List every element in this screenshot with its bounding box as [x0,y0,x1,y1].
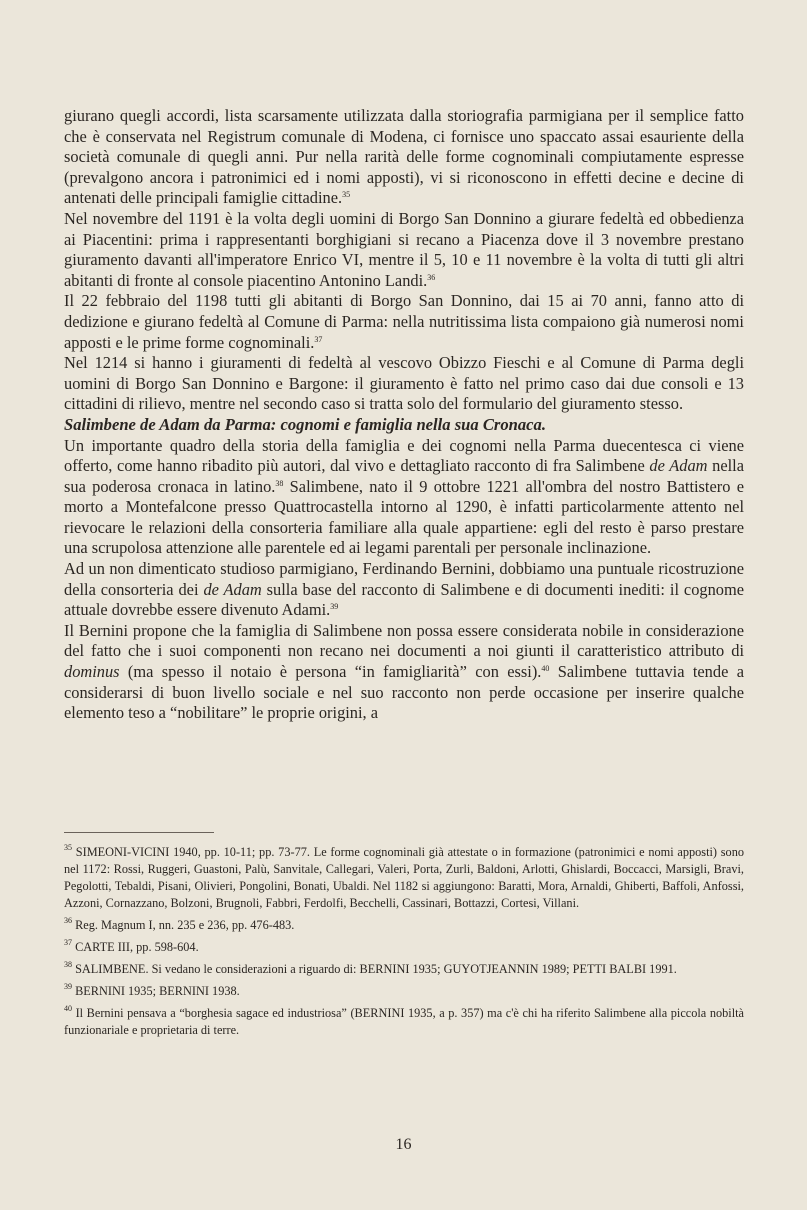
section-paragraph-1 [64,436,744,560]
paragraph-3: Il 22 febbraio del 1198 tutti gli abitanti di Borgo San Donnino, dai 15 ai 70 anni, fanno atto di dedizione e giurano fedeltà al Comune di Parma: nella nutritissima lista compaiono già numerosi nomi apposti e le prime forme cognominali.$^{37}$ [64,291,744,352]
footnote-number: 40 [64,1004,72,1013]
footnote-ref-35[interactable]: 35 [342,190,351,200]
footnote-ref-39[interactable]: 39 [330,602,339,612]
section-body [64,436,744,724]
text-run: Ad un non dimenticato studioso parmigiano, Ferdinando Bernini, dobbiamo una puntuale ricostruzione della consorteria dei [64,559,744,599]
main-text [64,106,744,724]
footnote-ref-36[interactable]: 36 [427,272,436,282]
italic-term: de Adam [203,579,262,599]
paragraph-1: giurano quegli accordi, lista scarsamente utilizzata dalla storiografia parmigiana per il semplice fatto che è conservata nel Registrum comunale di Modena, ci fornisce uno spaccato assai esauriente della società comunale di quegli anni. Pur nella rarità delle forme cognominali compiutamente espresse (prevalgono ancora i patronimici ed i nomi apposti), vi si riconoscono in effetti decine e decine di antenati delle principali famiglie cittadine.$^{35}$ [64,106,744,208]
footnote-number: 39 [64,982,72,991]
footnote-number: 35 [64,843,72,852]
footnote-40 [64,1005,744,1039]
footnote-text: Il Bernini pensava a “borghesia sagace ed industriosa” (BERNINI 1935, a p. 357) ma c'è chi ha riferito Salimbene alla piccola nobiltà funzionariale e proprietaria di terre. [64,1006,744,1037]
section-heading: Salimbene de Adam da Parma: cognomi e famiglia nella sua Cronaca. [64,414,546,434]
footnote-ref-37[interactable]: 37 [314,334,323,344]
footnote-text: Reg. Magnum I, nn. 235 e 236, pp. 476-483. [72,918,295,932]
footnote-35 [64,844,744,912]
footnote-text: CARTE III, pp. 598-604. [72,940,199,954]
footnote-divider [64,832,214,833]
footnote-number: 38 [64,960,72,969]
italic-term: de Adam [649,456,708,476]
paragraph-2: Nel novembre del 1191 è la volta degli uomini di Borgo San Donnino a giurare fedeltà ed obbedienza ai Piacentini: prima i rappresentanti borghigiani si recano a Piacenza dove il 3 novembre prestano giuramento davanti all'imperatore Enrico VI, mentre il 5, 10 e 11 novembre è la volta di tutti gli altri abitanti di fronte al console piacentino Antonino Landi.$^{36}$ [64,208,744,290]
footnote-36 [64,917,744,934]
footnote-37 [64,939,744,956]
footnote-39 [64,983,744,1000]
text-run: Salimbene tuttavia tende a considerarsi di buon livello sociale e nel suo racconto non perde occasione per inserire qualche elemento teso a “nobilitare” le proprie origini, a [64,662,744,723]
italic-term: dominus [64,662,120,682]
footnote-text: SIMEONI-VICINI 1940, pp. 10-11; pp. 73-77. Le forme cognominali già attestate o in formazione (patronimici e nomi apposti) sono nel 1172: Rossi, Ruggeri, Guastoni, Palù, Sanvitale, Callegari, Valeri, Porta, Zurli, Baldoni, Arlotti, Ghislardi, Boccacci, Marsigli, Bravi, Pegolotti, Tebaldi, Pisani, Olivieri, Pongolini, Bonati, Ubaldi. Nel 1182 si aggiungono: Baratti, Mora, Arnaldi, Ghiberti, Baffoli, Anfossi, Azzoni, Cornazzano, Bolzoni, Brugnoli, Fabbri, Ferdolfi, Becchelli, Cassinari, Bottazzi, Cortesi, Villani. [64,845,744,910]
footnote-38 [64,961,744,978]
text-run: Salimbene, nato il 9 ottobre 1221 all'ombra del nostro Battistero e morto a Montefalcone presso Quattrocastella intorno al 1290, è infatti particolarmente attento nel rievocare le relazioni della consorteria familiare alla quale appartiene: egli del resto è parso prestare una scrupolosa attenzione alle parentele ed ai legami parentali per personale inclinazione. [64,476,744,558]
section-paragraph-2 [64,559,744,621]
footnote-text: BERNINI 1935; BERNINI 1938. [72,984,240,998]
text-run: sulla base del racconto di Salimbene e di documenti inediti: il cognome attuale dovrebbe essere divenuto Adami. [64,579,744,620]
footnote-text: SALIMBENE. Si vedano le considerazioni a riguardo di: BERNINI 1935; GUYOTJEANNIN 1989; PETTI BALBI 1991. [72,962,677,976]
footnote-ref-38[interactable]: 38 [275,478,284,488]
page-number: 16 [395,1136,412,1153]
paragraph-4: Nel 1214 si hanno i giuramenti di fedeltà al vescovo Obizzo Fieschi e al Comune di Parma degli uomini di Borgo San Donnino e Bargone: il giuramento è fatto nel primo caso dai due consoli e 13 cittadini di rilievo, mentre nel secondo caso si tratta solo del formulario del giuramento stesso. [64,353,744,414]
text-run: nella sua poderosa cronaca in latino. [64,456,744,496]
text-run: Il Bernini propone che la famiglia di Salimbene non possa essere considerata nobile in considerazione del fatto che i suoi componenti non recano nei documenti a noi giunti il caratteristico attributo di [64,620,744,661]
text-run: (ma spesso il notaio è persona “in famigliarità” con essi). [119,662,542,682]
text-run: Un importante quadro della storia della famiglia e dei cognomi nella Parma duecentesca ci viene offerto, come hanno ribadito più autori, dal vivo e dettagliato racconto di fra Salimbene [64,435,744,476]
section-paragraph-3 [64,621,744,724]
footnotes [64,844,744,1044]
footnote-ref-40[interactable]: 40 [541,664,550,674]
footnote-number: 36 [64,916,72,925]
footnote-number: 37 [64,938,72,947]
